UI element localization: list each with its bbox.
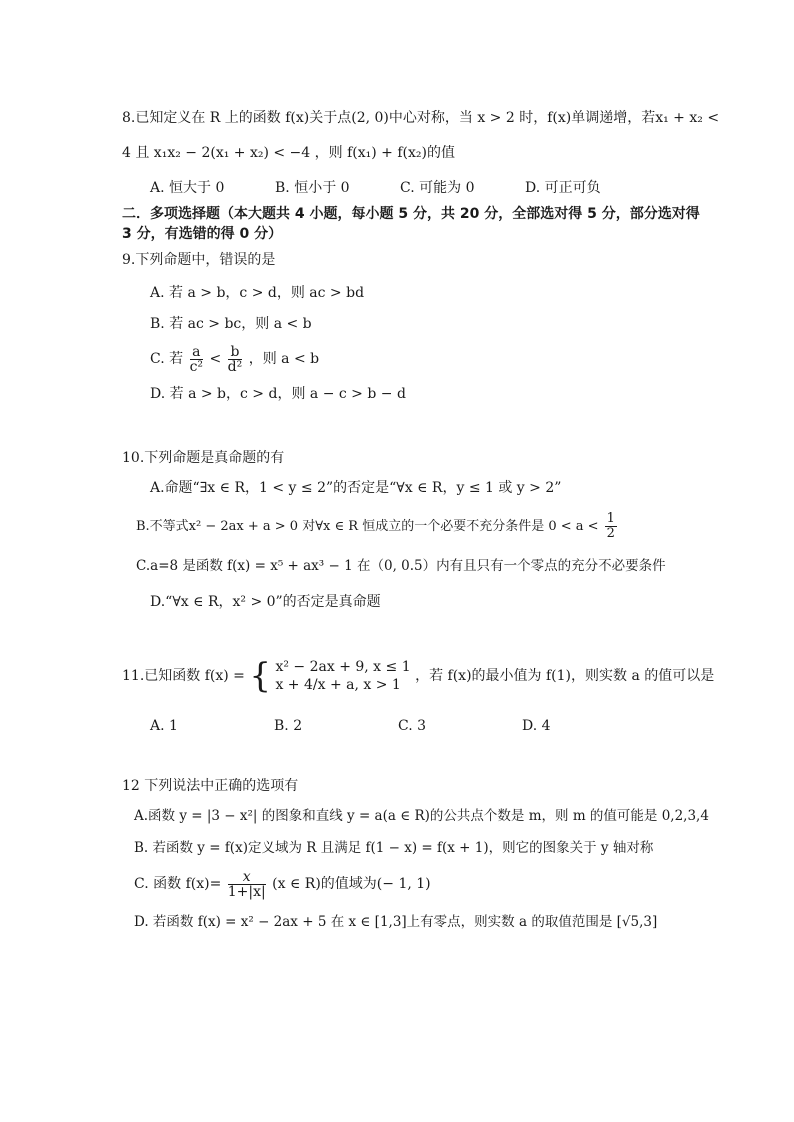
q10-stem: 10.下列命题是真命题的有 <box>122 450 285 466</box>
q9-option-c-lt: < <box>209 351 222 367</box>
q12-option-c-suffix: (x ∈ R)的值域为(− 1, 1) <box>272 876 431 892</box>
section-heading-line2: 3 分，有选错的得 0 分） <box>122 226 283 242</box>
q11-stem-prefix: 11.已知函数 f(x) = <box>122 668 245 684</box>
q11-stem-suffix: ，若 f(x)的最小值为 f(1)，则实数 a 的值可以是 <box>415 668 715 684</box>
q10-option-b-text: B.不等式x² − 2ax + a > 0 对∀x ∈ R 恒成立的一个必要不充分条件是 0 < a < <box>136 519 599 534</box>
q10-option-d: D.“∀x ∈ R，x² > 0”的否定是真命题 <box>150 594 381 610</box>
q11-option-c: C. 3 <box>398 718 427 734</box>
q10-option-b <box>136 510 619 544</box>
q8-stem-line1: 8.已知定义在 R 上的函数 f(x)关于点(2, 0)中心对称，当 x > 2 时，f(x)单调递增，若x₁ + x₂ < <box>122 110 720 126</box>
q9-option-a: A. 若 a > b，c > d，则 ac > bd <box>150 285 365 301</box>
q12-option-c-numerator: x <box>228 870 266 885</box>
q11-option-a: A. 1 <box>150 718 178 734</box>
q9-option-d: D. 若 a > b，c > d，则 a − c > b − d <box>150 386 406 402</box>
q12-option-c <box>134 866 431 902</box>
q11-case-1: x² − 2ax + 9, x ≤ 1 <box>275 659 411 675</box>
q8-option-a: A. 恒大于 0 <box>150 180 225 196</box>
q8-option-c: C. 可能为 0 <box>400 180 475 196</box>
q12-stem: 12 下列说法中正确的选项有 <box>122 778 299 794</box>
q8-stem-line2: 4 且 x₁x₂ − 2(x₁ + x₂) < −4 ，则 f(x₁) + f(x₂)的值 <box>122 145 455 161</box>
q12-option-b: B. 若函数 y = f(x)定义域为 R 且满足 f(1 − x) = f(x + 1)，则它的图象关于 y 轴对称 <box>134 840 654 856</box>
q11-stem <box>122 654 714 698</box>
q12-option-a: A.函数 y = |3 − x²| 的图象和直线 y = a(a ∈ R)的公共点个数是 m，则 m 的值可能是 0,2,3,4 <box>134 808 709 824</box>
q9-option-c-frac1-numerator: a <box>190 345 203 360</box>
q11-option-b: B. 2 <box>274 718 303 734</box>
q8-option-d: D. 可正可负 <box>525 180 601 196</box>
q9-option-c-frac2-denominator: d² <box>227 358 243 375</box>
q11-option-d: D. 4 <box>522 718 551 734</box>
q11-case-2: x + 4/x + a, x > 1 <box>275 677 401 693</box>
q12-option-c-denominator: 1+|x| <box>227 883 266 900</box>
q9-option-c-fraction-1 <box>190 345 203 374</box>
q10-option-b-denominator: 2 <box>606 526 615 541</box>
q9-option-c-fraction-2 <box>228 345 243 374</box>
section-heading-line1: 二．多项选择题（本大题共 4 小题，每小题 5 分，共 20 分，全部选对得 5 分，部分选对得 <box>122 206 700 222</box>
q9-stem: 9.下列命题中，错误的是 <box>122 252 276 268</box>
q9-option-c-frac1-denominator: c² <box>189 358 204 375</box>
q9-option-c <box>150 342 319 376</box>
q9-option-b: B. 若 ac > bc，则 a < b <box>150 316 312 332</box>
q10-option-b-fraction <box>605 512 617 541</box>
q9-option-c-prefix: C. 若 <box>150 351 184 367</box>
q10-option-a: A.命题“∃x ∈ R，1 < y ≤ 2”的否定是“∀x ∈ R，y ≤ 1 或 y > 2” <box>150 480 562 496</box>
q10-option-b-numerator: 1 <box>606 511 615 526</box>
q11-piecewise-cases <box>275 658 410 694</box>
q11-brace: { <box>249 656 271 696</box>
q10-option-c: C.a=8 是函数 f(x) = x⁵ + ax³ − 1 在（0, 0.5）内有且只有一个零点的充分不必要条件 <box>136 558 666 574</box>
q9-option-c-suffix: ，则 a < b <box>248 351 320 367</box>
q12-option-c-prefix: C. 函数 f(x)= <box>134 876 222 892</box>
q9-option-c-frac2-numerator: b <box>228 345 243 360</box>
q12-option-c-fraction <box>228 870 266 899</box>
q12-option-d: D. 若函数 f(x) = x² − 2ax + 5 在 x ∈ [1,3]上有零点，则实数 a 的取值范围是 [√5,3] <box>134 914 658 930</box>
q8-option-b: B. 恒小于 0 <box>275 180 350 196</box>
